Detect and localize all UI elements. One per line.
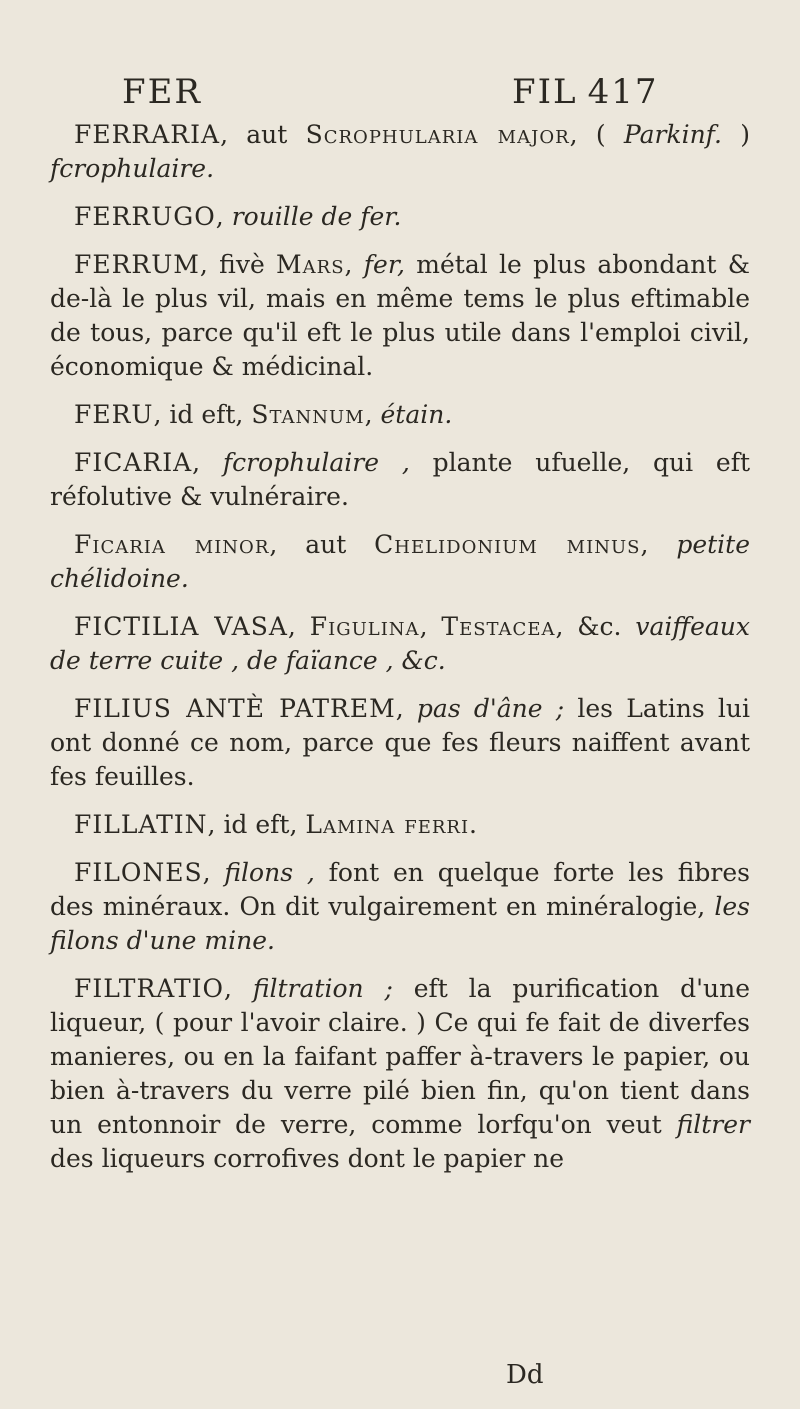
italic-gloss: rouille de fer. [231, 202, 402, 231]
signature-mark: Dd [506, 1360, 544, 1390]
entry-headword: FERU [74, 400, 154, 429]
italic-gloss: étain. [380, 400, 453, 429]
entry-text: les Latins lui ont donné ce nom, parce que fes fleurs naiffent avant fes feuilles. [50, 694, 750, 791]
entry-text: ) [721, 120, 751, 149]
running-head-right-word: FIL [512, 72, 578, 112]
running-head-left: FER [122, 72, 203, 112]
small-caps-term: Stannum [251, 400, 365, 429]
italic-gloss: petite chélidoine. [50, 530, 750, 593]
dictionary-entry [50, 200, 750, 234]
entry-text: , [395, 694, 417, 723]
small-caps-term: Figulina [309, 612, 420, 641]
small-caps-term: Scrophularia major [305, 120, 570, 149]
entry-text: eft la purification d'une liqueur, ( pour l'avoir claire. ) Ce qui fe fait de diverfes manieres, ou en la faifant paffer à-travers le papier, ou bien à-travers du verre pilé bien fin, qu'on tient dans un entonnoir de verre, comme lorfqu'on veut [50, 974, 750, 1139]
entry-text: , [640, 530, 677, 559]
entry-headword: FICARIA [74, 448, 193, 477]
italic-gloss: vaiffeaux de terre cuite , de faïance , &c. [50, 612, 750, 675]
entry-text: , [364, 400, 381, 429]
entry-headword: FERRUM [74, 250, 200, 279]
dictionary-entry [50, 692, 750, 794]
entry-text: métal le plus abondant & de-là le plus vil, mais en même tems le plus eftimable de tous, parce qu'il eft le plus utile dans l'emploi civil, économique & médicinal. [50, 250, 750, 381]
entry-headword: FICTILIA VASA [74, 612, 288, 641]
dictionary-entry [50, 610, 750, 678]
italic-gloss: filons , [224, 858, 315, 887]
entry-text: plante ufuelle, qui eft réfolutive & vulnéraire. [50, 448, 750, 511]
page-number: 417 [587, 72, 659, 112]
small-caps-term: Lamina ferri. [305, 810, 479, 839]
running-head-right [512, 72, 659, 112]
dictionary-entry [50, 856, 750, 958]
italic-gloss: fcrophulaire , [222, 448, 410, 477]
entry-text: , id eft, [207, 810, 306, 839]
entry-headword: FERRARIA [74, 120, 221, 149]
entry-text: , aut [269, 530, 375, 559]
entry-text: , [224, 974, 253, 1003]
entry-text: , fivè [199, 250, 277, 279]
entry-text: , [192, 448, 223, 477]
italic-gloss: pas d'âne ; [416, 694, 565, 723]
entry-text: des liqueurs corrofives dont le papier ne [50, 1144, 565, 1173]
small-caps-term: Chelidonium minus [374, 530, 641, 559]
entry-headword: FILIUS ANTÈ PATREM [74, 694, 396, 723]
entry-text: , [344, 250, 364, 279]
italic-gloss: filtration ; [252, 974, 393, 1003]
entry-text: , id eft, [153, 400, 252, 429]
italic-gloss: fcrophulaire. [50, 154, 215, 183]
small-caps-term: Mars [276, 250, 345, 279]
italic-gloss: Parkinf. [623, 120, 722, 149]
entry-text: , &c. [555, 612, 636, 641]
entry-text: , [202, 858, 225, 887]
italic-gloss: fer, [363, 250, 405, 279]
dictionary-entry [50, 528, 750, 596]
dictionary-entry [50, 972, 750, 1176]
italic-gloss: les filons d'une mine. [50, 892, 750, 955]
entry-text: , aut [220, 120, 306, 149]
dictionary-entry [50, 808, 750, 842]
dictionary-entry [50, 248, 750, 384]
entry-text: font en quelque forte les fibres des minéraux. On dit vulgairement en minéralogie, [50, 858, 750, 921]
italic-gloss: filtrer [676, 1110, 750, 1139]
entry-text: , [287, 612, 310, 641]
small-caps-term: Ficaria minor [74, 530, 270, 559]
dictionary-entry [50, 118, 750, 186]
entry-text: , [215, 202, 232, 231]
dictionary-entries [50, 118, 750, 1190]
entry-headword: FILLATIN [74, 810, 208, 839]
dictionary-entry [50, 446, 750, 514]
dictionary-entry [50, 398, 750, 432]
small-caps-term: Testacea [441, 612, 556, 641]
entry-headword: FILONES [74, 858, 203, 887]
entry-text: , ( [569, 120, 624, 149]
entry-text: , [419, 612, 442, 641]
entry-headword: FILTRATIO [74, 974, 225, 1003]
entry-headword: FERRUGO [74, 202, 216, 231]
